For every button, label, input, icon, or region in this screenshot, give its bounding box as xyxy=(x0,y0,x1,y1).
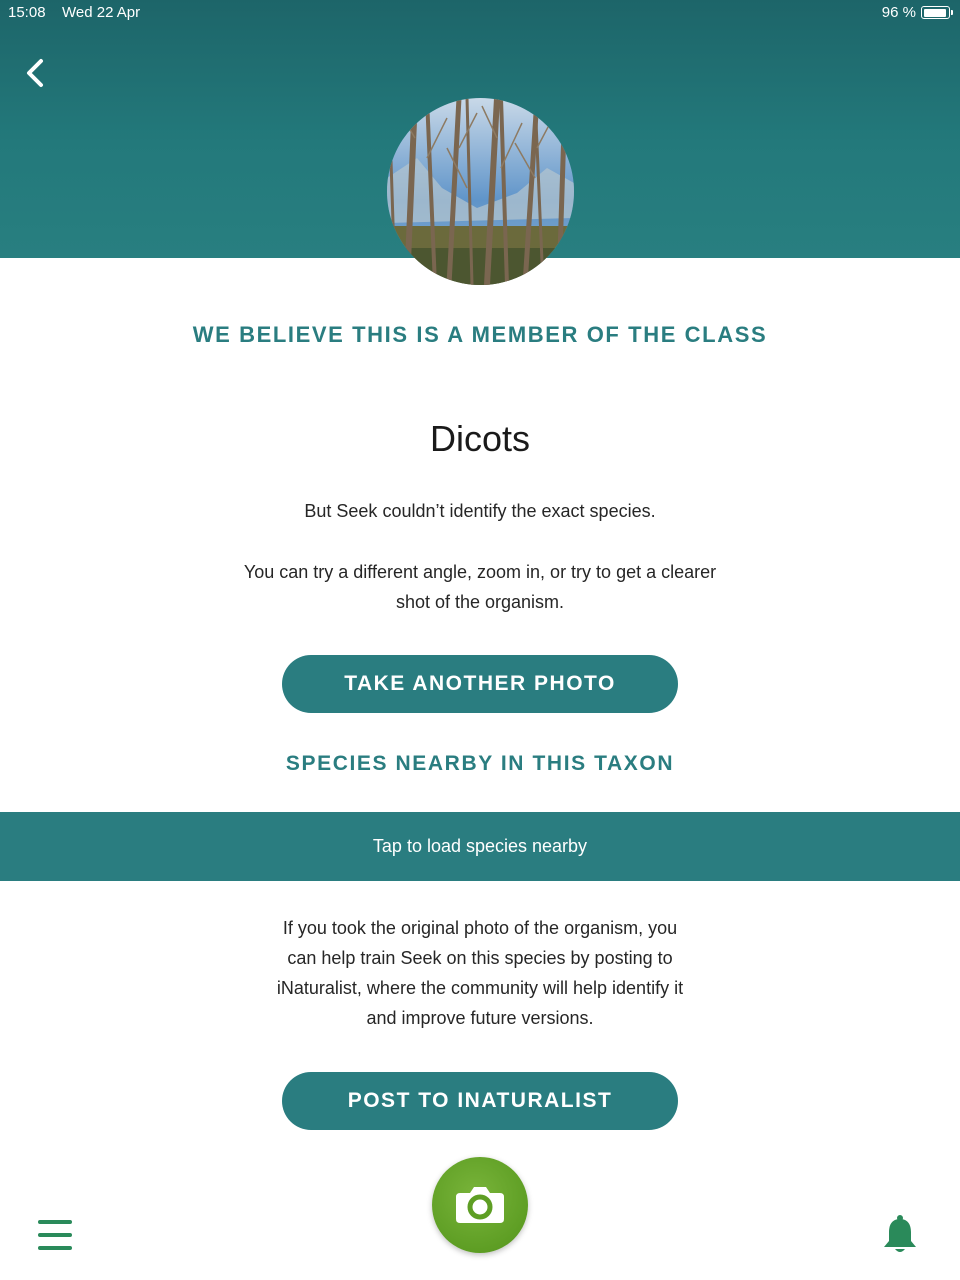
tip-text: You can try a different angle, zoom in, or try to get a clearer shot of the organism. xyxy=(243,562,717,612)
load-species-nearby-button[interactable] xyxy=(0,812,960,881)
inaturalist-info-text: If you took the original photo of the organism, you can help train Seek on this species by posting to iNaturalist, where the community will help identify it and improve future versions. xyxy=(276,918,684,1028)
observation-photo xyxy=(387,98,574,285)
status-time: 15:08 xyxy=(8,4,46,21)
chevron-left-icon xyxy=(20,52,56,94)
battery-icon xyxy=(921,6,950,19)
menu-button[interactable] xyxy=(36,1218,74,1252)
status-date: Wed 22 Apr xyxy=(62,4,141,21)
camera-button[interactable] xyxy=(432,1157,528,1253)
back-button[interactable] xyxy=(20,52,56,94)
take-another-photo-button[interactable]: TAKE ANOTHER PHOTO xyxy=(282,655,678,713)
camera-icon xyxy=(432,1157,528,1253)
not-identified-text: But Seek couldn’t identify the exact species. xyxy=(304,501,656,521)
notifications-button[interactable] xyxy=(880,1214,920,1256)
status-bar xyxy=(0,0,960,26)
battery-percentage: 96 % xyxy=(881,4,916,21)
result-heading: WE BELIEVE THIS IS A MEMBER OF THE CLASS xyxy=(192,322,768,347)
species-nearby-heading: SPECIES NEARBY IN THIS TAXON xyxy=(285,752,675,775)
post-to-inaturalist-button[interactable]: POST TO INATURALIST xyxy=(282,1072,678,1130)
taxon-name: Dicots xyxy=(429,418,531,459)
load-species-nearby-label: Tap to load species nearby xyxy=(372,836,588,856)
bell-icon xyxy=(880,1214,920,1256)
